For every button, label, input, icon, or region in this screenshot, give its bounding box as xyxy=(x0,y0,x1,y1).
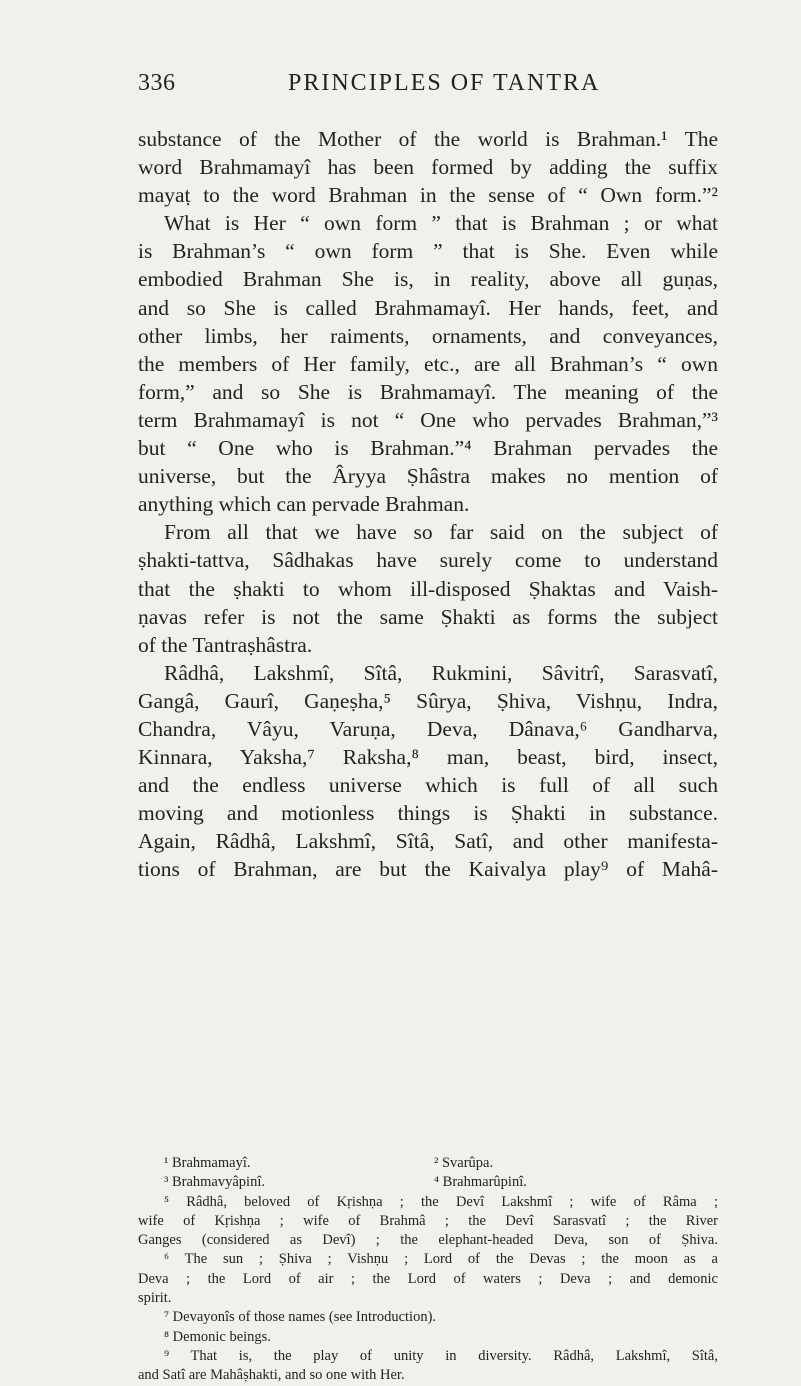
body-line: moving and motionless things is Ṣhakti in substance. xyxy=(138,801,718,826)
footnote-2: ² Svarûpa. xyxy=(434,1155,494,1171)
page-header xyxy=(138,70,718,110)
body-line: that the ṣhakti to whom ill-disposed Ṣhaktas and Vaish- xyxy=(138,576,718,601)
body-line: mayaṭ to the word Brahman in the sense of “ Own form.”² xyxy=(138,183,718,208)
footnote-pair xyxy=(138,1173,718,1192)
body-line: other limbs, her raiments, ornaments, and conveyances, xyxy=(138,323,718,348)
body-line: tions of Brahman, are but the Kaivalya play⁹ of Mahâ- xyxy=(138,857,718,882)
body-line: universe, but the Âryya Ṣhâstra makes no mention of xyxy=(138,464,718,489)
body-line: form,” and so She is Brahmamayî. The meaning of the xyxy=(138,379,718,404)
body-line: Kinnara, Yaksha,⁷ Raksha,⁸ man, beast, bird, insect, xyxy=(138,745,718,770)
footnote-line: Deva ; the Lord of air ; the Lord of waters ; Deva ; and demonic xyxy=(138,1270,718,1287)
footnote-1: ¹ Brahmamayî. xyxy=(164,1155,251,1171)
body-line: From all that we have so far said on the subject of xyxy=(164,520,718,545)
body-line: the members of Her family, etc., are all Brahman’s “ own xyxy=(138,351,718,376)
body-line: Chandra, Vâyu, Varuṇa, Deva, Dânava,⁶ Gandharva, xyxy=(138,716,718,741)
footnote-line: spirit. xyxy=(138,1290,172,1307)
body-line: ṇavas refer is not the same Ṣhakti as forms the subject xyxy=(138,604,718,629)
footnote-line: ⁶ The sun ; Ṣhiva ; Vishṇu ; Lord of the Devas ; the moon as a xyxy=(164,1251,718,1268)
body-line: of the Tantraṣhâstra. xyxy=(138,632,313,657)
body-text xyxy=(138,125,718,884)
body-line: and so She is called Brahmamayî. Her hands, feet, and xyxy=(138,295,718,320)
footnote-3: ³ Brahmavyâpinî. xyxy=(164,1174,265,1191)
body-line: Râdhâ, Lakshmî, Sîtâ, Rukmini, Sâvitrî, Sarasvatî, xyxy=(164,660,718,685)
footnote-line: ⁷ Devayonîs of those names (see Introduction). xyxy=(164,1309,437,1326)
body-line: Gangâ, Gaurî, Gaṇeṣha,⁵ Sûrya, Ṣhiva, Vishṇu, Indra, xyxy=(138,688,718,713)
body-line: term Brahmamayî is not “ One who pervades Brahman,”³ xyxy=(138,407,718,432)
body-line: Again, Râdhâ, Lakshmî, Sîtâ, Satî, and other manifesta- xyxy=(138,829,718,854)
footnote-line: wife of Kṛishṇa ; wife of Brahmâ ; the Devî Sarasvatî ; the River xyxy=(138,1212,718,1229)
body-line: is Brahman’s “ own form ” that is She. Even while xyxy=(138,239,718,264)
body-line: and the endless universe which is full of all such xyxy=(138,773,718,798)
running-head: PRINCIPLES OF TANTRA xyxy=(288,70,601,96)
footnote-line: ⁵ Râdhâ, beloved of Kṛishṇa ; the Devî Lakshmî ; wife of Râma ; xyxy=(164,1193,718,1210)
page-number: 336 xyxy=(138,70,176,96)
body-line: but “ One who is Brahman.”⁴ Brahman pervades the xyxy=(138,436,718,461)
footnote-line: ⁹ That is, the play of unity in diversity. Râdhâ, Lakshmî, Sîtâ, xyxy=(164,1347,718,1364)
body-line: ṣhakti-tattva, Sâdhakas have surely come to understand xyxy=(138,548,718,573)
body-line: word Brahmamayî has been formed by adding the suffix xyxy=(138,155,718,180)
footnote-line: Ganges (considered as Devî) ; the elephant-headed Deva, son of Ṣhiva. xyxy=(138,1232,718,1249)
body-line: anything which can pervade Brahman. xyxy=(138,492,470,517)
footnote-line: and Satî are Mahâṣhakti, and so one with Her. xyxy=(138,1367,405,1384)
body-line: embodied Brahman She is, in reality, above all guṇas, xyxy=(138,267,718,292)
footnote-4: ⁴ Brahmarûpinî. xyxy=(434,1174,527,1191)
footnotes xyxy=(138,1154,718,1386)
body-line: substance of the Mother of the world is Brahman.¹ The xyxy=(138,127,718,151)
footnote-pair xyxy=(138,1154,718,1173)
footnote-line: ⁸ Demonic beings. xyxy=(164,1328,271,1345)
body-line: What is Her “ own form ” that is Brahman ; or what xyxy=(164,211,718,236)
